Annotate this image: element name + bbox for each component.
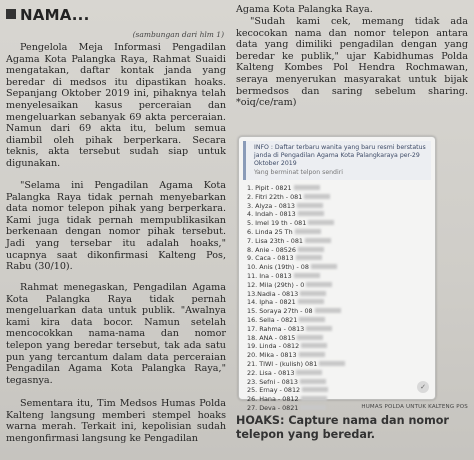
redacted-number [298, 299, 324, 304]
continued-note: (sambungan dari hlm 1) [132, 30, 224, 39]
redacted-number [302, 387, 328, 392]
redacted-number [319, 361, 345, 366]
contact-entry-text: 26. Hana - 0812 [247, 395, 299, 404]
scroll-down-icon: ✓ [417, 381, 429, 393]
contact-entry-text: 13.Nadia - 0813 [247, 289, 299, 298]
redacted-number [306, 282, 332, 287]
contact-entry-text: 12. Mila (29th) - 0 [247, 280, 305, 289]
contact-entry-text: 9. Caca - 0813 [247, 254, 294, 263]
redacted-number [298, 247, 324, 252]
contact-entry-text: 6. Linda 25 Th [247, 227, 293, 236]
redacted-number [298, 211, 324, 216]
redacted-number [300, 379, 326, 384]
contact-entry-text: 2. Fitri 22th - 081 [247, 192, 303, 201]
redacted-number [299, 352, 325, 357]
redacted-number [315, 308, 341, 313]
contact-entry-text: 15. Soraya 27th - 08 [247, 307, 313, 316]
contact-entry-text: 25. Ernay - 0812 [247, 386, 301, 395]
contact-entry [247, 316, 429, 325]
redacted-number [311, 264, 337, 269]
contact-entry [247, 272, 429, 281]
contact-entry-text: 10. Anis (19th) - 08 [247, 263, 309, 272]
redacted-number [308, 220, 334, 225]
contact-list [247, 184, 429, 413]
photo-credit: HUMAS POLDA UNTUK KALTENG POS [361, 404, 468, 410]
redacted-number [306, 326, 332, 331]
contact-entry-text: 18. ANA - 0815 [247, 333, 296, 342]
redacted-number [300, 291, 326, 296]
contact-entry-text: 22. Lisa - 0813 [247, 368, 295, 377]
contact-entry-text: 17. Rahma - 0813 [247, 324, 305, 333]
contact-entry-text: 20. Mika - 0813 [247, 351, 297, 360]
contact-entry-text: 4. Indah - 0813 [247, 210, 296, 219]
redacted-number [297, 335, 323, 340]
left-paragraph-2: "Selama ini Pengadilan Agama Kota Palangka Raya tidak pernah menyebarkan data nomor telepon pihak yang berperkara. Kami juga tidak pernah mempublikasikan berkenaan dengan nomor pihak tersebut. Jadi yang tersebar itu adalah hoaks," ucapnya saat dikonfirmasi Kalteng Pos, Rabu (30/10). [6, 180, 226, 273]
redacted-number [301, 396, 327, 401]
right-paragraph-2: "Sudah kami cek, memang tidak ada kecocokan nama dan nomor telepon antara data yang dimiliki pengadilan dengan yang beredar ke publik," ujar Kabidhumas Polda Kalteng Kombes Pol Hendra Rochmawan, seraya menyerukan masyarakat untuk bijak bermedsos dan saring sebelum sharing. *oiq/ce/ram) [236, 16, 468, 109]
contact-entry [247, 263, 429, 272]
contact-entry [247, 369, 429, 378]
contact-entry [247, 290, 429, 299]
contact-entry [247, 202, 429, 211]
photo-caption: HOAKS: Capture nama dan nomor telepon yang beredar. [236, 414, 449, 441]
contact-entry-text: 7. Lisa 23th - 081 [247, 236, 303, 245]
contact-entry [247, 281, 429, 290]
redacted-number [296, 370, 322, 375]
contact-entry-text: 27. Deva - 0821 [247, 403, 299, 412]
kicker-text: NAMA... [20, 6, 90, 24]
contact-entry-text: 5. Imel 19 th - 081 [247, 219, 307, 228]
contact-entry-text: 16. Sella - 0821 [247, 315, 298, 324]
contact-entry-text: 14. Ipha - 0821 [247, 298, 296, 307]
contact-entry [247, 254, 429, 263]
section-kicker [6, 6, 89, 24]
redacted-number [297, 203, 323, 208]
right-paragraph-1: Agama Kota Palangka Raya. [236, 4, 373, 15]
contact-entry [247, 351, 429, 360]
contact-entry [247, 237, 429, 246]
contact-entry [247, 325, 429, 334]
contact-entry [247, 210, 429, 219]
screenshot-subheader: Yang berminat telpon sendiri [254, 169, 343, 176]
contact-entry-text: 1. Pipit - 0821 [247, 184, 292, 192]
contact-entry [247, 307, 429, 316]
redacted-number [294, 185, 320, 190]
contact-entry [247, 219, 429, 228]
redacted-number [294, 273, 320, 278]
contact-entry-text: 23. Sefni - 0813 [247, 377, 298, 386]
screenshot-header [243, 141, 431, 180]
contact-entry [247, 334, 429, 343]
contact-entry [247, 378, 429, 387]
left-paragraph-1: Pengelola Meja Informasi Pengadilan Agama Kota Palangka Raya, Rahmat Suaidi mengatakan, daftar kontak janda yang beredar di medsos itu dipastikan hoaks. Sepanjang Oktober 2019 ini, pihaknya telah menyelesaikan kasus perceraian dan mengeluarkan sebanyak 69 akta perceraian. Namun dari 69 akta itu, belum semua diambil oleh pihak berperkara. Secara teknis, akta tersebut sudah siap untuk digunakan. [6, 42, 226, 169]
redacted-number [299, 317, 325, 322]
contact-entry [247, 184, 429, 193]
screenshot-header-text: INFO : Daftar terbaru wanita yang baru resmi berstatus janda di Pengadilan Agama Kota Palangkaraya per-29 Oktober 2019 [254, 144, 426, 167]
contact-entry-text: 11. Ina - 0813 [247, 271, 292, 280]
contact-entry [247, 298, 429, 307]
contact-entry-text: 19. Linda - 0812 [247, 342, 300, 351]
contact-entry-text: 8. Anie - 08526 [247, 245, 296, 254]
redacted-number [304, 194, 330, 199]
redacted-number [305, 238, 331, 243]
contact-entry-text: 21. TIWI - (kulish) 081 [247, 359, 318, 368]
left-paragraph-3: Rahmat menegaskan, Pengadilan Agama Kota Palangka Raya tidak pernah mengeluarkan data untuk publik. "Awalnya kami kira data bocor. Namun setelah mencocokkan nama-nama dan nomor telepon yang beredar tersebut, tak ada satu pun yang tercantum dalam data perceraian Pengadilan Agama Kota Palangka Raya," tegasnya. [6, 282, 226, 386]
contact-entry [247, 228, 429, 237]
redacted-number [296, 255, 322, 260]
contact-entry-text: 3. Alyza - 0813 [247, 201, 295, 210]
contact-entry [247, 246, 429, 255]
contact-entry [247, 386, 429, 395]
kicker-square-icon [6, 9, 16, 19]
left-paragraph-4: Sementara itu, Tim Medsos Humas Polda Kalteng langsung memberi stempel hoaks warna merah. Terkait ini, kepolisian sudah mengonfirmasi langsung ke Pengadilan [6, 398, 226, 444]
redacted-number [301, 343, 327, 348]
redacted-number [295, 229, 321, 234]
contact-entry [247, 342, 429, 351]
contact-entry [247, 395, 429, 404]
contact-entry [247, 193, 429, 202]
contact-entry [247, 360, 429, 369]
